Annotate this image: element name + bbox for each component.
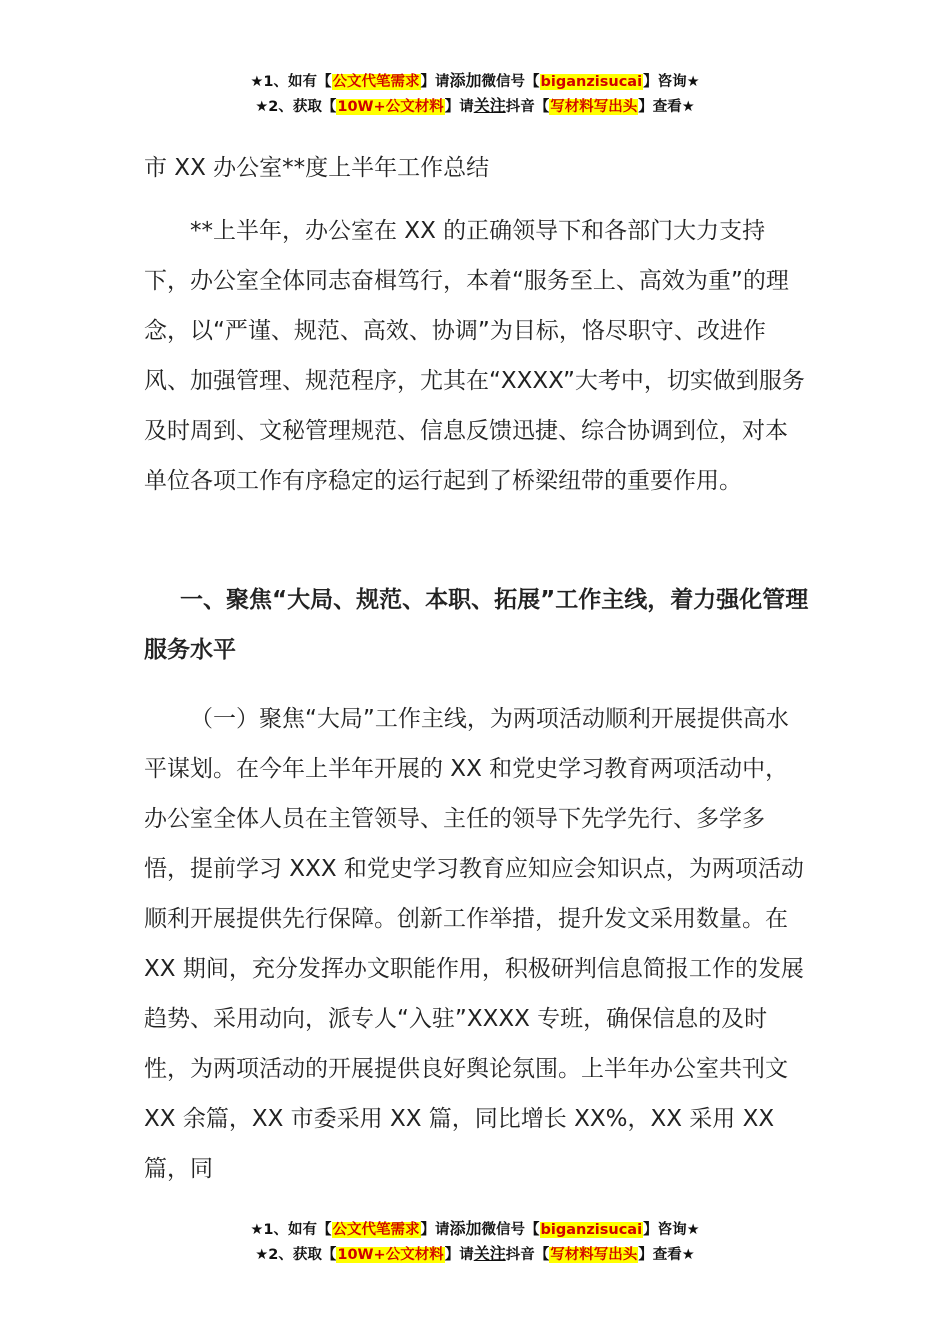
banner-text: 抖音【 (505, 99, 550, 115)
banner-text: 】请 (420, 74, 450, 90)
document-title: 市 XX 办公室**度上半年工作总结 (144, 155, 490, 181)
banner-highlight: 10W+公文材料 (337, 99, 444, 115)
banner-text: 】咨询★ (643, 1222, 700, 1238)
banner-text: 】请 (420, 1222, 450, 1238)
banner-highlight: 10W+公文材料 (337, 1247, 444, 1263)
banner-text: 抖音【 (505, 1247, 550, 1263)
banner-highlight: 写材料写出头 (550, 1247, 638, 1263)
banner-text: ★1、如有【 (250, 1222, 332, 1238)
banner-text: 】咨询★ (643, 74, 700, 90)
banner-line-2 (0, 1241, 950, 1266)
banner-text: ★2、获取【 (255, 1247, 337, 1263)
banner-text: 】查看★ (638, 1247, 695, 1263)
banner-text: ★2、获取【 (255, 99, 337, 115)
banner-highlight: biganzisucai (540, 1222, 643, 1238)
banner-highlight: biganzisucai (540, 74, 643, 90)
banner-text: 关注 (473, 1244, 506, 1263)
banner-text: ★1、如有【 (250, 74, 332, 90)
section-heading: 一、聚焦“大局、规范、本职、拓展”工作主线，着力强化管理服务水平 (144, 587, 809, 663)
banner-highlight: 公文代笔需求 (332, 1222, 420, 1238)
banner-text: 添加 (449, 1219, 482, 1238)
banner-bottom (0, 1216, 950, 1266)
banner-text: 微信号【 (481, 1222, 540, 1238)
banner-line-1 (0, 1216, 950, 1241)
banner-line-2 (0, 93, 950, 118)
banner-text: 】请 (444, 99, 474, 115)
banner-text: 】查看★ (638, 99, 695, 115)
paragraph-intro: **上半年，办公室在 XX 的正确领导下和各部门大力支持下，办公室全体同志奋楫笃行，本着“服务至上、高效为重”的理念，以“严谨、规范、高效、协调”为目标，恪尽职守、改进作风、加强管理、规范程序，尤其在“XXXX”大考中，切实做到服务及时周到、文秘管理规范、信息反馈迅捷、综合协调到位，对本单位各项工作有序稳定的运行起到了桥梁纽带的重要作用。 (144, 218, 805, 494)
banner-top (0, 68, 950, 118)
banner-line-1 (0, 68, 950, 93)
banner-highlight: 公文代笔需求 (332, 74, 420, 90)
banner-text: 关注 (473, 96, 506, 115)
paragraph-section-1: （一）聚焦“大局”工作主线，为两项活动顺利开展提供高水平谋划。在今年上半年开展的 XX 和党史学习教育两项活动中，办公室全体人员在主管领导、主任的领导下先学先行、多学多悟，提前学习 XXX 和党史学习教育应知应会知识点，为两项活动顺利开展提供先行保障。创新工作举措，提升发文采用数量。在 XX 期间，充分发挥办文职能作用，积极研判信息简报工作的发展趋势、采用动向，派专人“入驻”XXXX 专班，确保信息的及时性，为两项活动的开展提供良好舆论氛围。上半年办公室共刊文 XX 余篇，XX 市委采用 XX 篇，同比增长 XX%，XX 采用 XX 篇，同 (144, 706, 804, 1182)
banner-text: 微信号【 (481, 74, 540, 90)
banner-text: 】请 (444, 1247, 474, 1263)
banner-highlight: 写材料写出头 (550, 99, 638, 115)
banner-text: 添加 (449, 71, 482, 90)
